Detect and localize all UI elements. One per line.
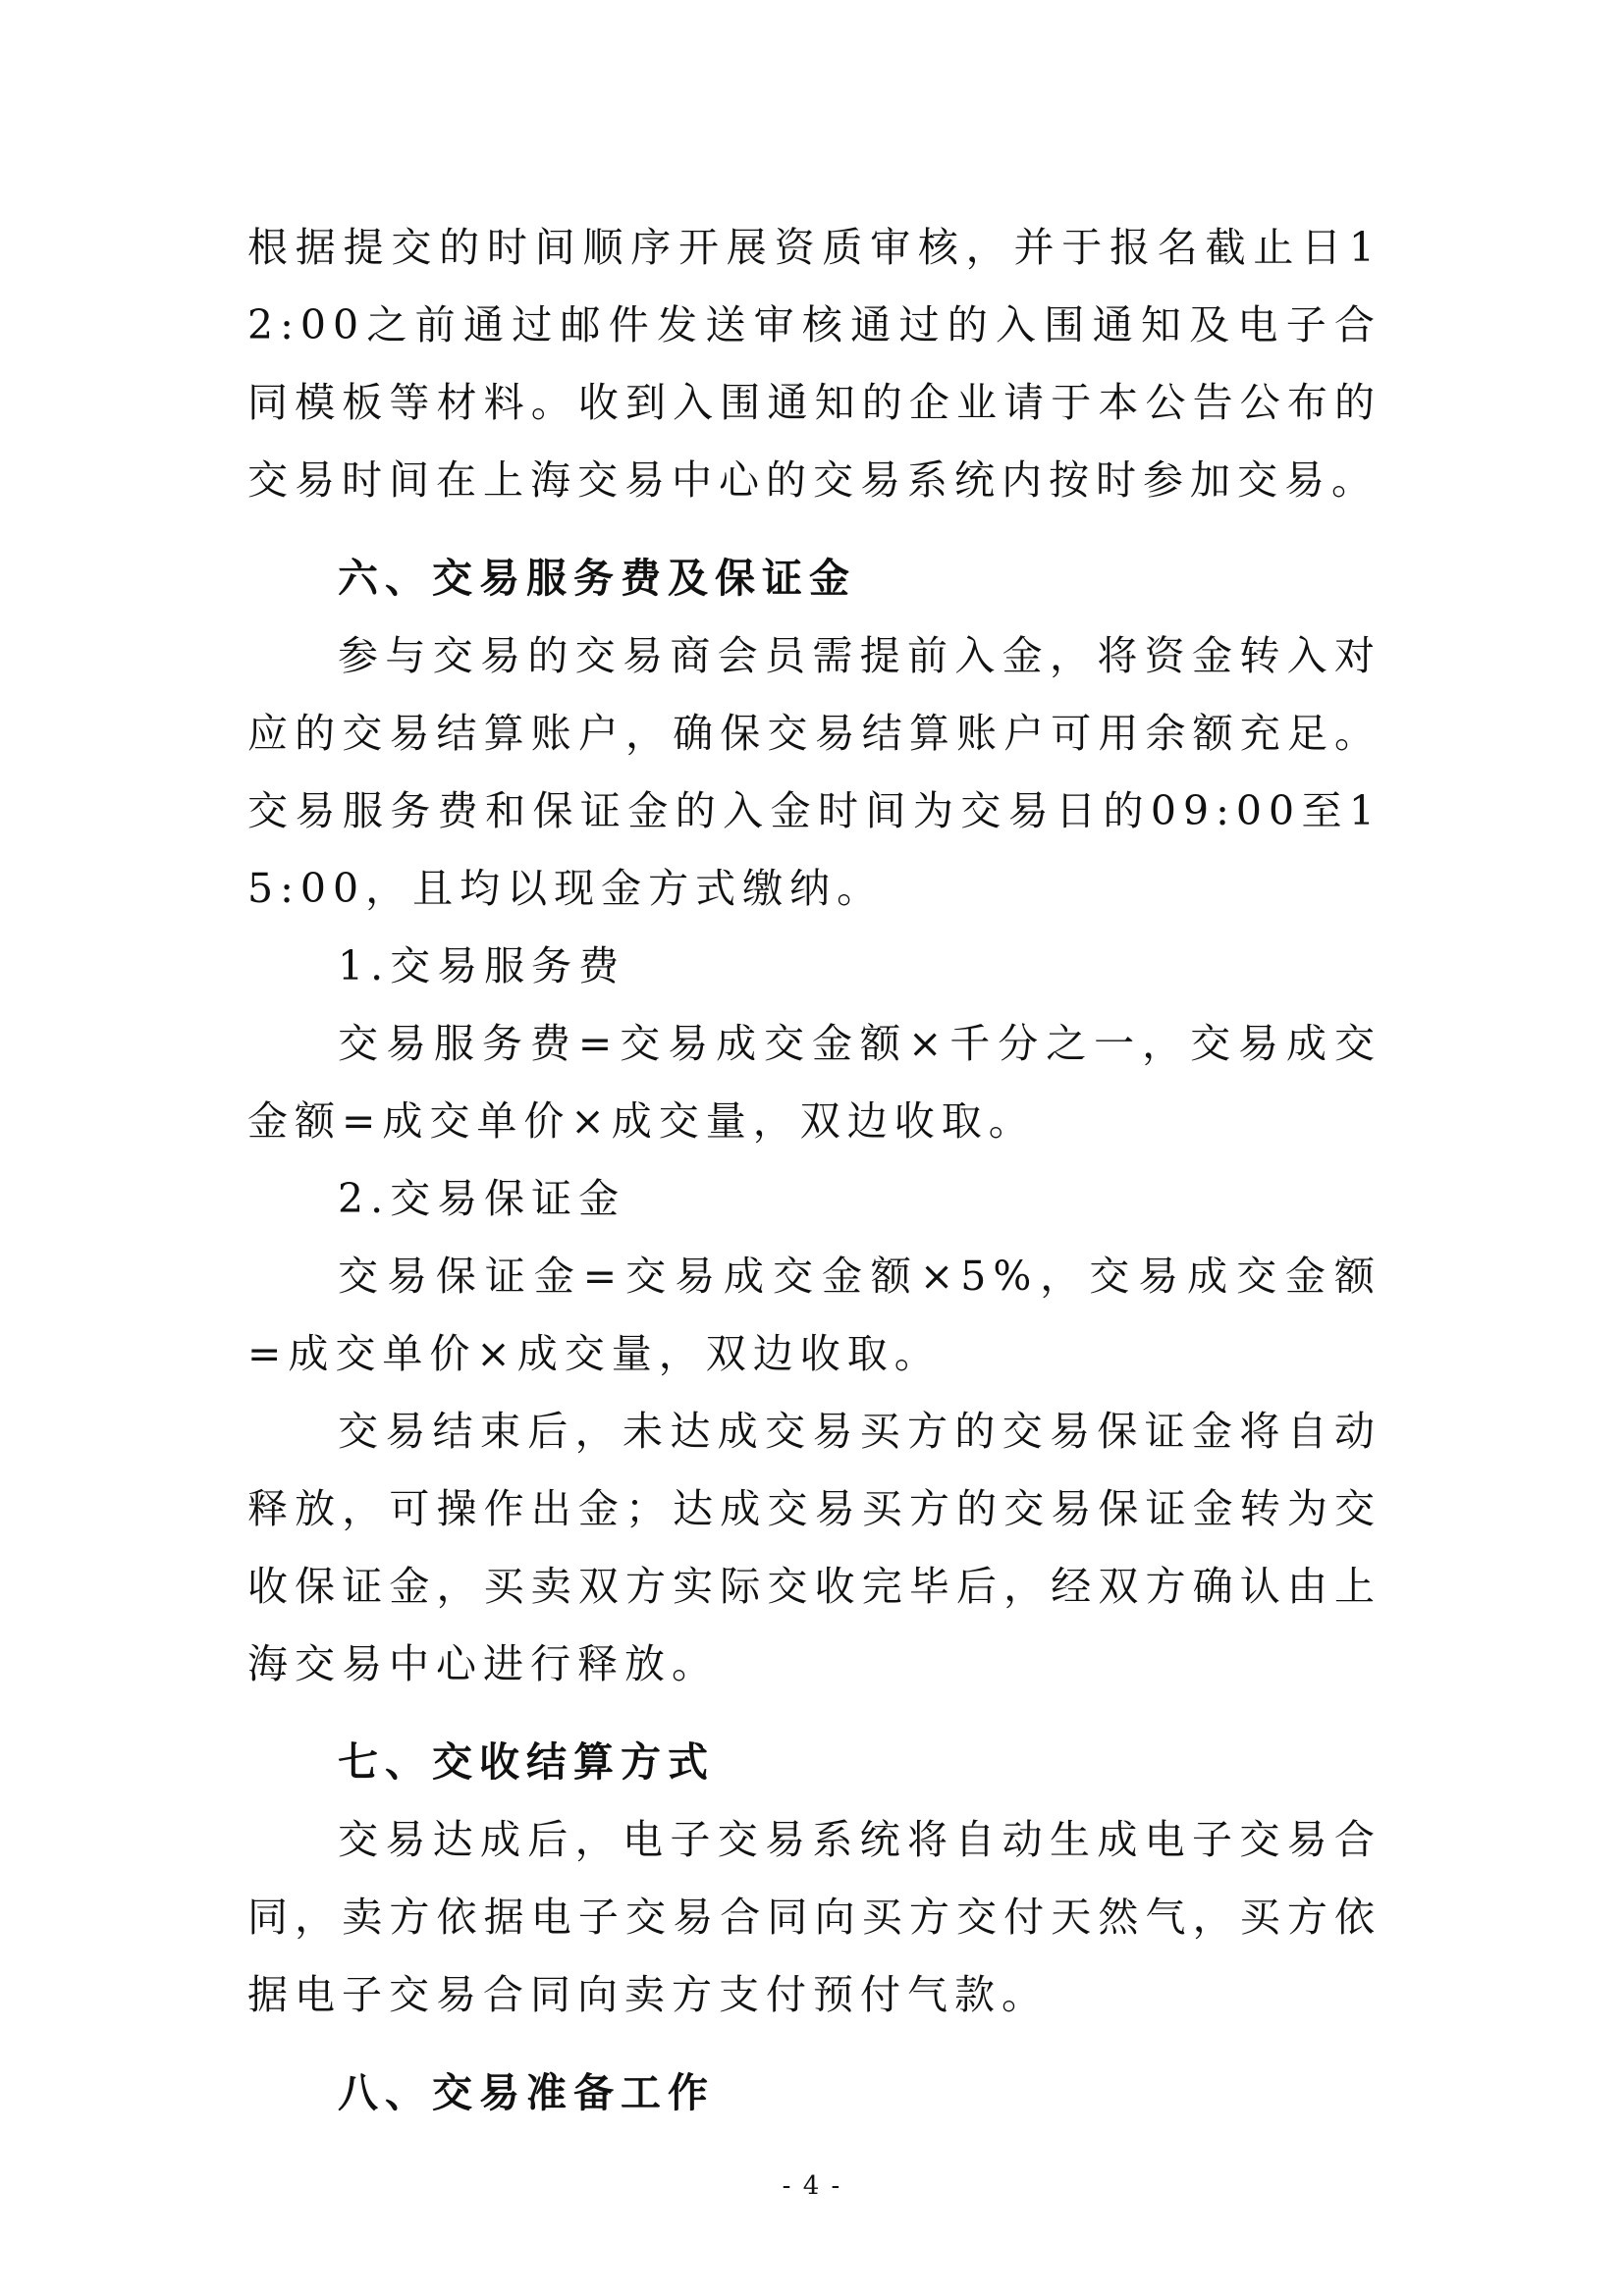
section-heading-7: 七、交收结算方式 xyxy=(338,1738,715,1786)
paragraph-7-1: 交易达成后，电子交易系统将自动生成电子交易合同，卖方依据电子交易合同向买方交付天然气，买方依据电子交易合同向卖方支付预付气款。 xyxy=(247,1816,1381,2018)
subheading-6-2: 2.交易保证金 xyxy=(338,1175,626,1222)
paragraph-6-4: 交易结束后，未达成交易买方的交易保证金将自动释放，可操作出金；达成交易买方的交易保证金转为交收保证金，买卖双方实际交收完毕后，经双方确认由上海交易中心进行释放。 xyxy=(247,1408,1381,1687)
section-heading-8: 八、交易准备工作 xyxy=(338,2069,715,2116)
paragraph-6-1: 参与交易的交易商会员需提前入金，将资金转入对应的交易结算账户，确保交易结算账户可用余额充足。交易服务费和保证金的入金时间为交易日的09:00至15:00，且均以现金方式缴纳。 xyxy=(247,632,1381,912)
document-body xyxy=(247,209,1381,2132)
paragraph-6-3: 交易保证金=交易成交金额×5%，交易成交金额=成交单价×成交量，双边收取。 xyxy=(247,1253,1381,1377)
section-heading-6: 六、交易服务费及保证金 xyxy=(338,555,856,602)
paragraph-6-2: 交易服务费=交易成交金额×千分之一，交易成交金额=成交单价×成交量，双边收取。 xyxy=(247,1020,1381,1145)
page-number: - 4 - xyxy=(782,2171,842,2201)
subheading-6-1: 1.交易服务费 xyxy=(338,942,626,989)
paragraph-intro: 根据提交的时间顺序开展资质审核，并于报名截止日12:00之前通过邮件发送审核通过的入围通知及电子合同模板等材料。收到入围通知的企业请于本公告公布的交易时间在上海交易中心的交易系统内按时参加交易。 xyxy=(247,224,1381,504)
